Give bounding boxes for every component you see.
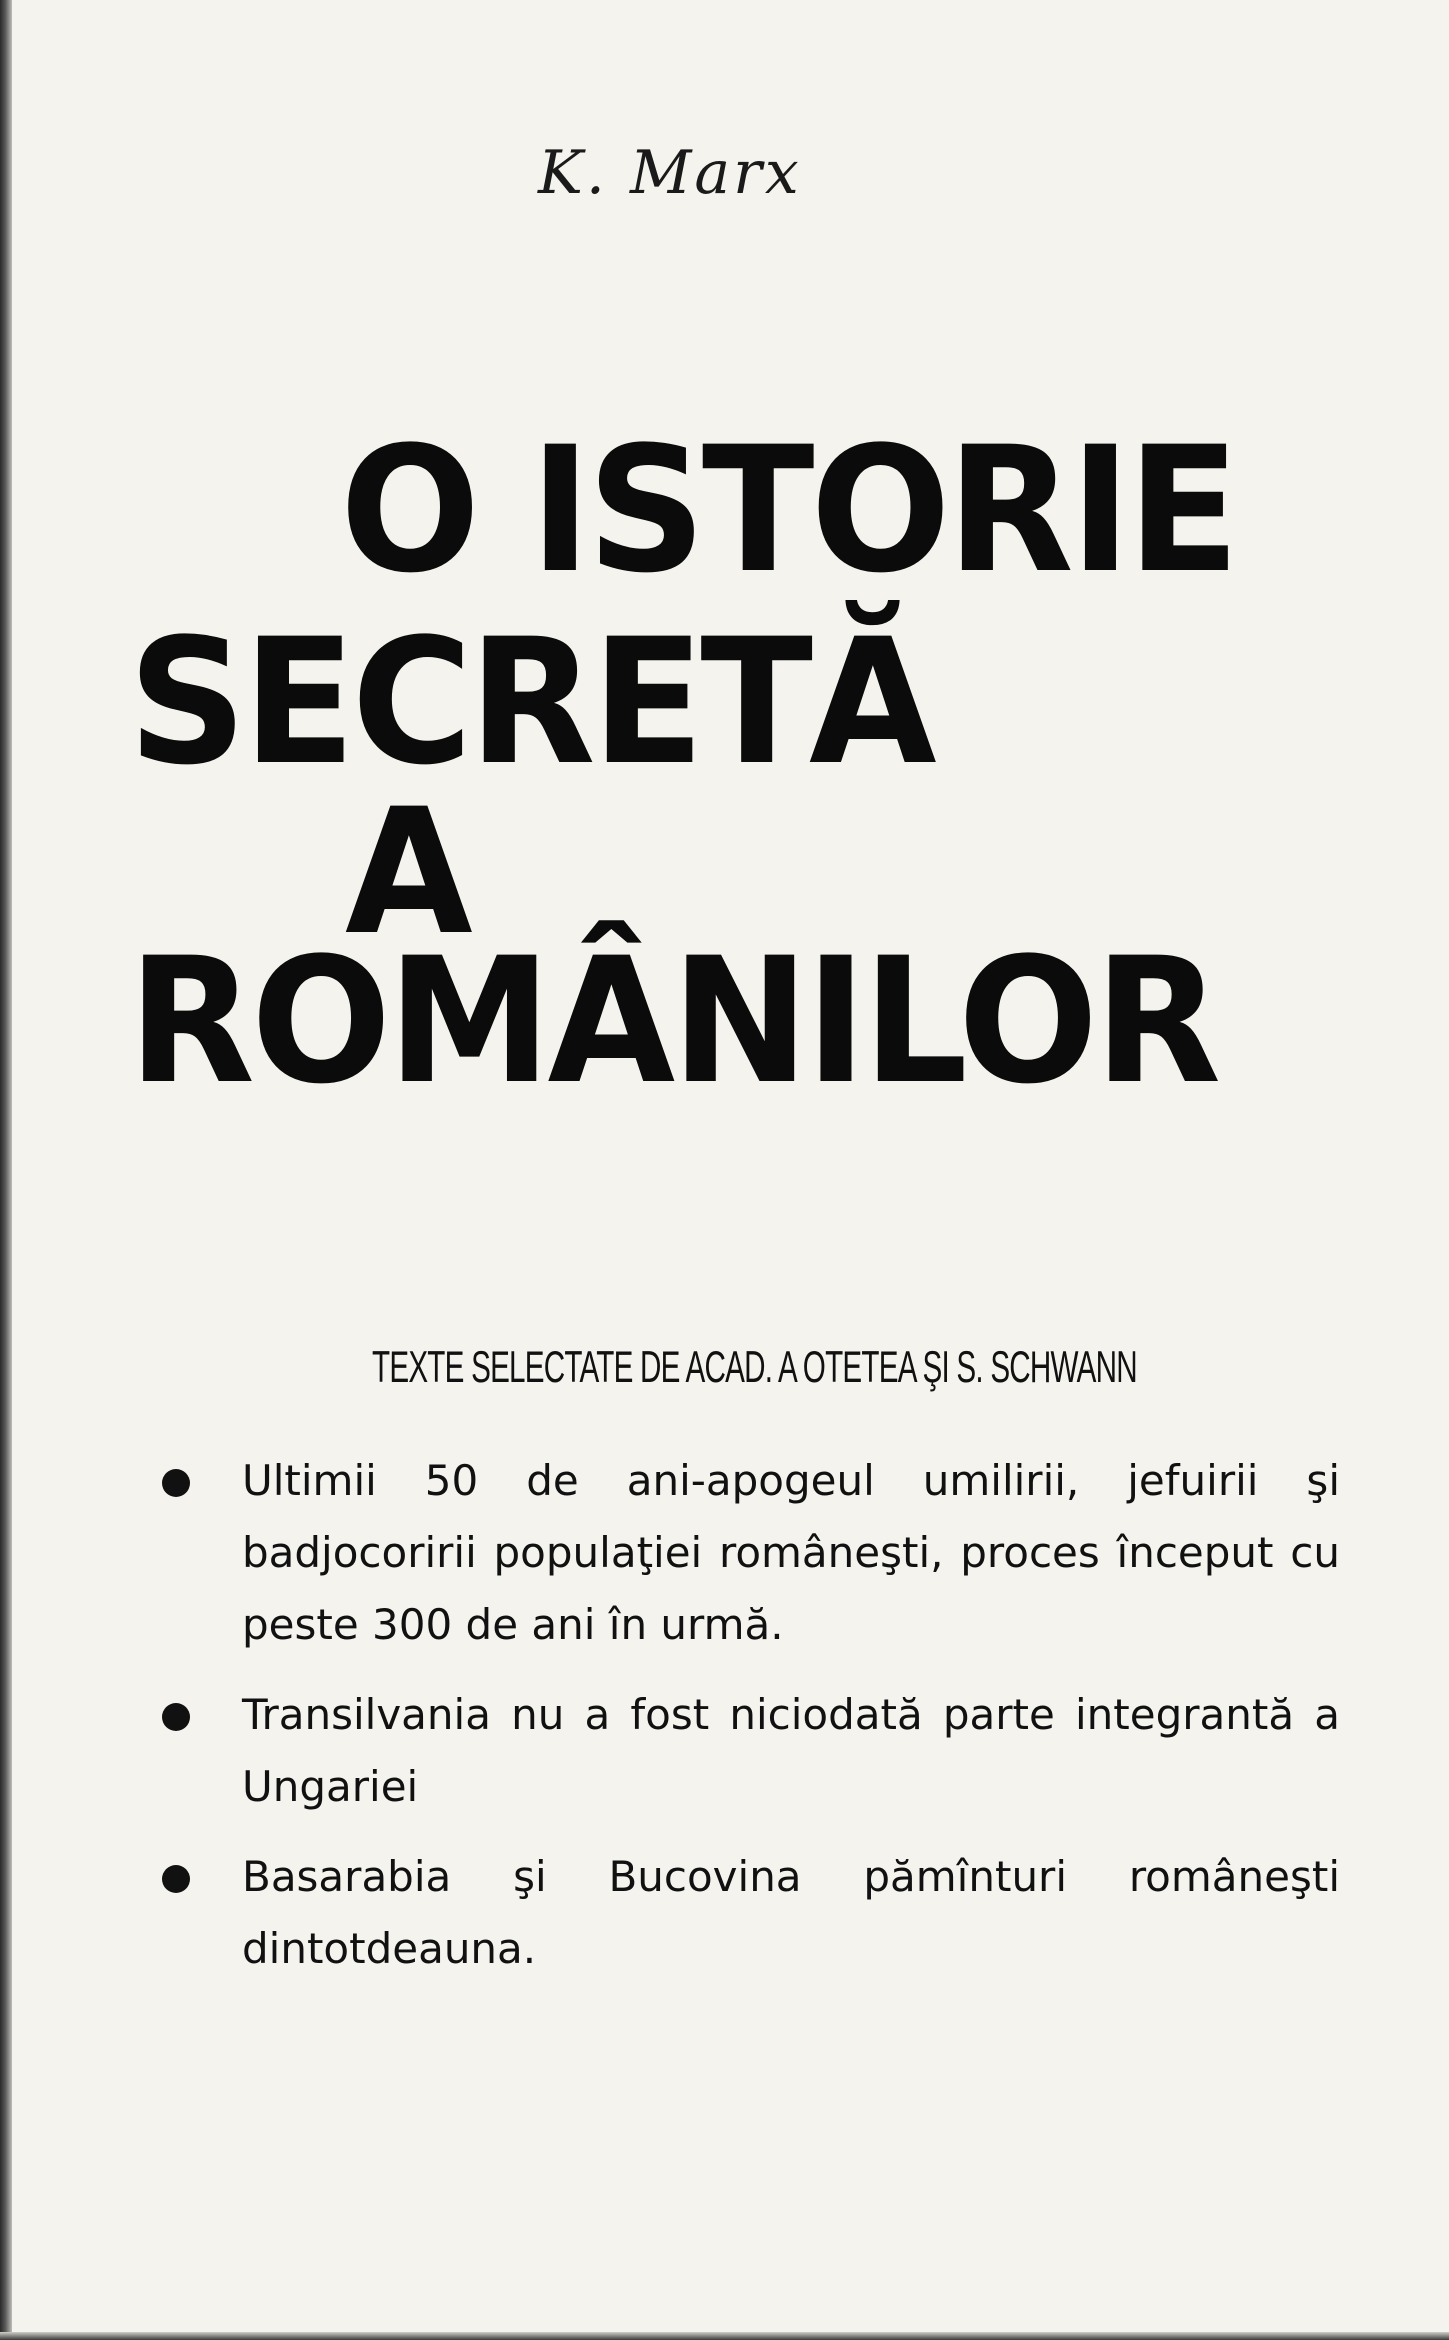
handwritten-author-note: K. Marx [538, 138, 802, 208]
list-item [160, 1841, 1340, 1985]
subtitle-editors: TEXTE SELECTATE DE ACAD. A OTETEA ŞI S. SCHWANN [372, 1343, 1137, 1393]
page-bottom-edge [0, 2332, 1449, 2340]
list-item [160, 1679, 1340, 1823]
title-line-4: ROMÂNILOR [128, 920, 1218, 1122]
title-line-2: SECRETĂ [128, 601, 933, 803]
bullet-text: Transilvania nu a fost niciodată parte integrantă a Ungariei [242, 1690, 1340, 1811]
page-left-edge [0, 0, 12, 2340]
bullet-text: Basarabia şi Bucovina pămînturi româneşti dintotdeauna. [242, 1852, 1340, 1973]
bullet-list [160, 1445, 1340, 2003]
bullet-dot-icon [162, 1703, 190, 1731]
bullet-dot-icon [162, 1865, 190, 1893]
title-line-3: A [345, 771, 469, 973]
list-item [160, 1445, 1340, 1661]
bullet-dot-icon [162, 1469, 190, 1497]
bullet-text: Ultimii 50 de ani-apogeul umilirii, jefuirii şi badjocoririi populaţiei româneşti, proces început cu peste 300 de ani în urmă. [242, 1456, 1340, 1649]
title-line-1: O ISTORIE [340, 409, 1236, 611]
